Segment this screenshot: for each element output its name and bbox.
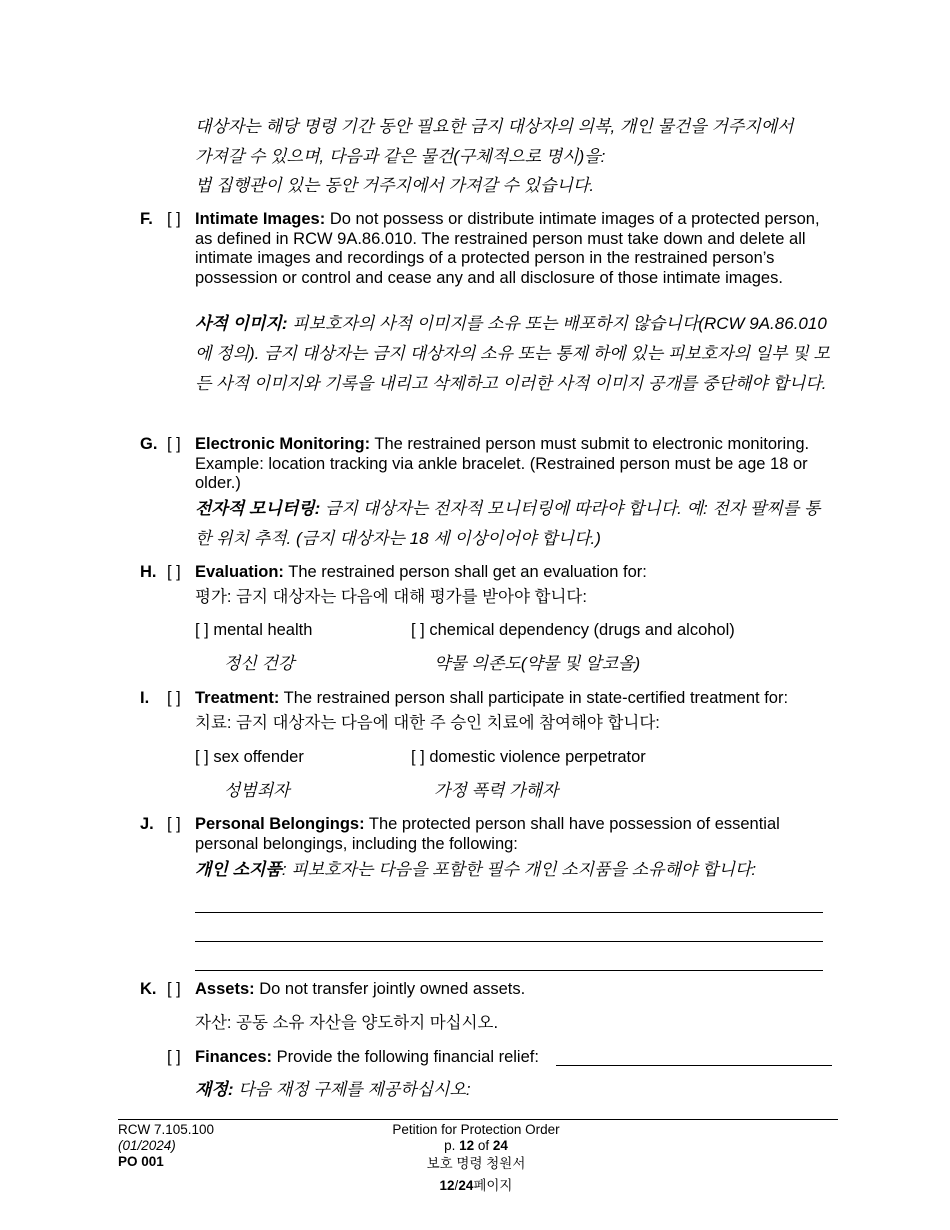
footer-page-ko xyxy=(326,1178,626,1194)
item-j-body: The protected person shall have possession of essential personal belongings, including the following: xyxy=(195,815,780,853)
item-f-body-ko: 피보호자의 사적 이미지를 소유 또는 배포하지 않습니다(RCW 9A.86.010 에 정의). 금지 대상자는 금지 대상자의 소유 또는 통제 하에 있는 피보호자의 일부 및 모든 사적 이미지와 기록을 내리고 삭제하고 이러한 사적 이미지 공개를 중단해야 합니다. xyxy=(195,314,830,393)
item-i-checkbox[interactable]: [ ] xyxy=(167,689,181,707)
item-h-letter: H. xyxy=(140,563,157,581)
item-f-text xyxy=(195,210,835,288)
item-j-body-ko: : 피보호자는 다음을 포함한 필수 개인 소지품을 소유해야 합니다: xyxy=(281,860,757,879)
item-g-text xyxy=(195,435,835,494)
footer-center xyxy=(326,1122,626,1194)
finances-text-ko xyxy=(195,1075,471,1105)
item-h-option-2-ko: 약물 의존도(약물 및 알코올) xyxy=(434,654,641,673)
item-i-option-2-ko: 가정 폭력 가해자 xyxy=(434,781,559,800)
item-h-text xyxy=(195,563,835,583)
item-f-checkbox[interactable]: [ ] xyxy=(167,210,181,228)
item-f-title: Intimate Images: xyxy=(195,210,326,228)
item-k-title: Assets: xyxy=(195,980,255,998)
item-j-blank-line-1[interactable] xyxy=(195,912,823,913)
finances-body: Provide the following financial relief: xyxy=(276,1048,539,1066)
item-j-blank-line-3[interactable] xyxy=(195,970,823,971)
footer-page-num: 12 xyxy=(459,1138,475,1153)
item-g-body: The restrained person must submit to electronic monitoring. Example: location tracking via ankle bracelet. (Restrained person must be age 18 or older.) xyxy=(195,435,810,492)
item-f-body: Do not possess or distribute intimate images of a protected person, as defined in RCW 9A.86.010. The restrained person must take down and delete all intimate images and recordings of a protected person in the restrained person’s possession or control and cease any and all disclosure of those intimate images. xyxy=(195,210,820,287)
item-g-title: Electronic Monitoring: xyxy=(195,435,371,453)
continuation-ko-line-1: 대상자는 해당 명령 기간 동안 필요한 금지 대상자의 의복, 개인 물건을 거주지에서 xyxy=(195,117,794,136)
item-h-option-1-ko: 정신 건강 xyxy=(224,654,295,673)
item-h-option-chemical-dependency[interactable]: [ ] chemical dependency (drugs and alcohol) xyxy=(411,621,735,639)
finances-text xyxy=(195,1048,539,1068)
item-f-letter: F. xyxy=(140,210,153,228)
item-i-text xyxy=(195,689,845,709)
item-j-checkbox[interactable]: [ ] xyxy=(167,815,181,833)
footer-title-ko: 보호 명령 청원서 xyxy=(426,1156,526,1171)
item-g-checkbox[interactable]: [ ] xyxy=(167,435,181,453)
item-g-title-ko: 전자적 모니터링: xyxy=(195,499,321,518)
item-f-title-ko: 사적 이미지: xyxy=(195,314,288,333)
footer-rcw: RCW 7.105.100 xyxy=(118,1122,215,1137)
footer-page-ko-total: 24 xyxy=(458,1178,474,1193)
item-k-letter: K. xyxy=(140,980,157,998)
item-i-option-1-ko: 성범죄자 xyxy=(224,781,290,800)
item-g-text-ko xyxy=(195,494,835,554)
finances-checkbox[interactable]: [ ] xyxy=(167,1048,181,1066)
item-i-letter: I. xyxy=(140,689,150,707)
footer-left xyxy=(118,1122,214,1170)
finances-title: Finances: xyxy=(195,1048,273,1066)
item-h-option-mental-health[interactable]: [ ] mental health xyxy=(195,621,313,639)
item-h-body: The restrained person shall get an evaluation for: xyxy=(288,563,647,581)
footer-page xyxy=(326,1138,626,1154)
item-i-option-dv-perpetrator[interactable]: [ ] domestic violence perpetrator xyxy=(411,748,646,766)
item-k-body: Do not transfer jointly owned assets. xyxy=(259,980,526,998)
item-k-text xyxy=(195,980,525,1000)
finances-blank-line[interactable] xyxy=(556,1065,832,1066)
footer-page-of: of xyxy=(474,1138,493,1153)
item-i-option-sex-offender[interactable]: [ ] sex offender xyxy=(195,748,304,766)
footer-form-number: PO 001 xyxy=(118,1154,164,1169)
item-h-checkbox[interactable]: [ ] xyxy=(167,563,181,581)
item-j-blank-line-2[interactable] xyxy=(195,941,823,942)
item-i-body: The restrained person shall participate in state-certified treatment for: xyxy=(283,689,789,707)
item-j-text-ko xyxy=(195,855,835,885)
continuation-ko-line-2: 가져갈 수 있으며, 다음과 같은 물건(구체적으로 명시)을: xyxy=(195,147,606,166)
footer-page-ko-num: 12 xyxy=(439,1178,455,1193)
item-h-title: Evaluation: xyxy=(195,563,284,581)
item-j-title-ko: 개인 소지품 xyxy=(195,860,282,879)
item-j-text xyxy=(195,815,835,854)
item-h-text-ko: 평가: 금지 대상자는 다음에 대해 평가를 받아야 합니다: xyxy=(195,588,587,606)
footer-page-prefix: p. xyxy=(444,1138,460,1153)
footer-page-ko-suffix: 페이지 xyxy=(473,1178,513,1193)
item-j-title: Personal Belongings: xyxy=(195,815,365,833)
item-j-letter: J. xyxy=(140,815,154,833)
item-i-text-ko: 치료: 금지 대상자는 다음에 대한 주 승인 치료에 참여해야 합니다: xyxy=(195,714,660,732)
footer-divider xyxy=(118,1119,838,1120)
footer-date: (01/2024) xyxy=(118,1138,176,1153)
item-k-checkbox[interactable]: [ ] xyxy=(167,980,181,998)
footer-page-ko-sep: / xyxy=(454,1178,459,1193)
item-g-letter: G. xyxy=(140,435,158,453)
footer-page-total: 24 xyxy=(492,1138,508,1153)
item-g-body-ko: 금지 대상자는 전자적 모니터링에 따라야 합니다. 예: 전자 팔찌를 통한 위치 추적. (금지 대상자는 18 세 이상이어야 합니다.) xyxy=(195,499,821,548)
item-k-text-ko: 자산: 공동 소유 자산을 양도하지 마십시오. xyxy=(195,1014,499,1032)
item-i-title: Treatment: xyxy=(195,689,280,707)
continuation-ko-line-3: 법 집행관이 있는 동안 거주지에서 가져갈 수 있습니다. xyxy=(195,176,595,195)
footer-title: Petition for Protection Order xyxy=(392,1122,560,1137)
finances-body-ko: 다음 재정 구제를 제공하십시오: xyxy=(238,1080,471,1099)
finances-title-ko: 재정: xyxy=(195,1080,234,1099)
item-f-text-ko xyxy=(195,309,835,399)
